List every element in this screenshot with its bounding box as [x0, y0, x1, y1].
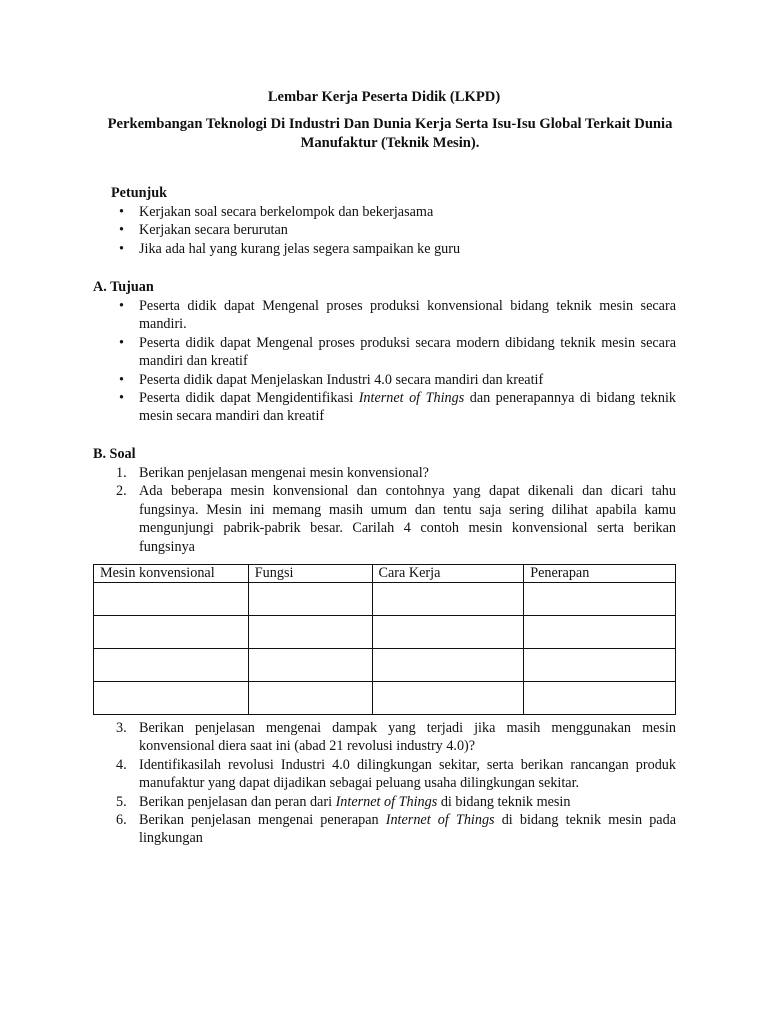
column-header: Mesin konvensional	[94, 565, 249, 583]
column-header: Penerapan	[524, 565, 676, 583]
soal-list-part1	[93, 464, 676, 556]
table-cell[interactable]	[372, 583, 524, 616]
table-cell[interactable]	[94, 649, 249, 682]
bullet-icon: •	[119, 298, 124, 314]
table-cell[interactable]	[94, 682, 249, 715]
soal-heading: B. Soal	[93, 446, 136, 462]
list-item: • Jika ada hal yang kurang jelas segera sampaikan ke guru	[119, 240, 461, 257]
page-subtitle: Perkembangan Teknologi Di Industri Dan Dunia Kerja Serta Isu-Isu Global Terkait Dunia Manufaktur (Teknik Mesin).	[107, 116, 673, 151]
bullet-icon: •	[119, 334, 124, 351]
table-row	[94, 616, 676, 649]
term-internet-of-things: Internet of Things	[335, 793, 438, 810]
table-cell[interactable]	[372, 649, 524, 682]
tujuan-list	[93, 297, 676, 426]
question-4: 4. Identifikasilah revolusi Industri 4.0 dilingkungan sekitar, serta berikan rancangan produk manufaktur yang dapat dijadikan sebagai peluang usaha dilingkungan sekitar.	[116, 756, 676, 792]
table-cell[interactable]	[524, 649, 676, 682]
table-row	[94, 583, 676, 616]
table-cell[interactable]	[524, 616, 676, 649]
table-cell[interactable]	[372, 682, 524, 715]
table-cell[interactable]	[248, 583, 372, 616]
question-3: 3. Berikan penjelasan mengenai dampak yang terjadi jika masih menggunakan mesin konvensional diera saat ini (abad 21 revolusi industry 4.0)?	[116, 720, 676, 755]
question-2: 2. Ada beberapa mesin konvensional dan contohnya yang dapat dikenali dan dicari tahu fungsinya. Mesin ini memang masih umum dan tentu saja sering dilihat apabila kamu mengunjungi pabrik-pabrik besar. Carilah 4 contoh mesin konvensional serta berikan fungsinya	[116, 483, 676, 555]
bullet-icon: •	[119, 222, 124, 239]
table-cell[interactable]	[94, 583, 249, 616]
soal-list-part2	[93, 719, 676, 848]
bullet-icon: •	[119, 204, 124, 220]
page-title: Lembar Kerja Peserta Didik (LKPD)	[267, 89, 501, 105]
table-cell[interactable]	[94, 616, 249, 649]
table-cell[interactable]	[524, 682, 676, 715]
petunjuk-heading: Petunjuk	[111, 185, 167, 201]
question-5: 5. Berikan penjelasan dan peran dari Internet of Things di bidang teknik mesin	[116, 793, 571, 810]
column-header: Fungsi	[248, 565, 372, 583]
list-item: • Peserta didik dapat Menjelaskan Industri 4.0 secara mandiri dan kreatif	[119, 371, 544, 388]
question-1: 1. Berikan penjelasan mengenai mesin konvensional?	[116, 465, 429, 481]
table-cell[interactable]	[248, 682, 372, 715]
machine-table	[93, 564, 676, 715]
list-item: • Peserta didik dapat Mengenal proses produksi secara modern dibidang teknik mesin secara mandiri dan kreatif	[119, 334, 676, 370]
list-item: • Kerjakan secara berurutan	[119, 222, 288, 239]
table-row	[94, 649, 676, 682]
term-internet-of-things: Internet of Things	[358, 390, 465, 407]
bullet-icon: •	[119, 240, 124, 257]
table-header-row	[94, 565, 676, 583]
list-item: • Peserta didik dapat Mengenal proses produksi konvensional bidang teknik mesin secara mandiri.	[119, 298, 676, 333]
column-header: Cara Kerja	[372, 565, 524, 583]
question-6: 6. Berikan penjelasan mengenai penerapan Internet of Things di bidang teknik mesin pada lingkungan	[116, 812, 676, 847]
petunjuk-list	[93, 203, 676, 258]
list-item: • Kerjakan soal secara berkelompok dan bekerjasama	[119, 204, 434, 220]
term-internet-of-things: Internet of Things	[385, 812, 495, 829]
table-cell[interactable]	[372, 616, 524, 649]
list-item: • Peserta didik dapat Mengidentifikasi Internet of Things dan penerapannya di bidang teknik mesin secara mandiri dan kreatif	[119, 390, 676, 425]
tujuan-heading: A. Tujuan	[93, 279, 154, 295]
bullet-icon: •	[119, 371, 124, 388]
table-cell[interactable]	[524, 583, 676, 616]
table-cell[interactable]	[248, 616, 372, 649]
table-cell[interactable]	[248, 649, 372, 682]
table-row	[94, 682, 676, 715]
bullet-icon: •	[119, 390, 124, 407]
